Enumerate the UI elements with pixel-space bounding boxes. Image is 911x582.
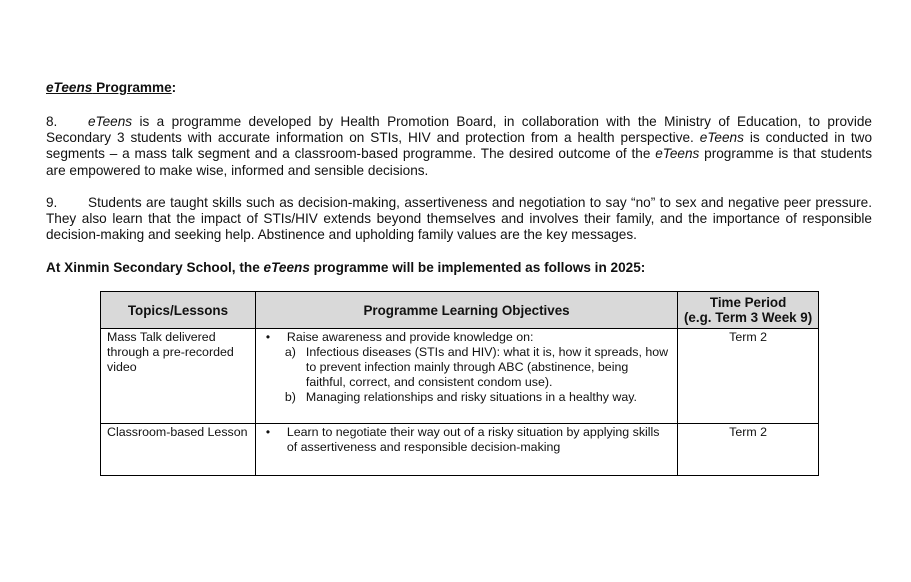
heading-colon: : bbox=[171, 80, 177, 95]
header-time bbox=[678, 292, 819, 329]
paragraph-text: is a programme developed by Health Promotion Board, in collaboration with the Ministry of Education, to provide Secondary 3 students with accurate information on STIs, HIV and protection from a health perspective. bbox=[46, 114, 872, 146]
section-heading bbox=[46, 80, 176, 95]
eteens-term: eTeens bbox=[263, 260, 310, 275]
paragraph-number: 8. bbox=[46, 114, 58, 129]
time-cell: Term 2 bbox=[678, 329, 819, 424]
heading-italic: eTeens bbox=[46, 80, 93, 95]
intro-post: programme will be implemented as follows in 2025: bbox=[309, 260, 646, 275]
eteens-term: eTeens bbox=[655, 146, 700, 162]
intro-pre: At Xinmin Secondary School, the bbox=[46, 260, 264, 275]
sub-text: Infectious diseases (STIs and HIV): what it is, how it spreads, how to prevent infection mainly through ABC (abstinence, being faithful, correct, and consistent condom use). bbox=[305, 345, 669, 389]
header-time-line2: (e.g. Term 3 Week 9) bbox=[683, 310, 813, 325]
eteens-term: eTeens bbox=[699, 130, 744, 146]
eteens-term: eTeens bbox=[88, 114, 133, 129]
objectives-cell bbox=[255, 424, 677, 476]
objective-sub-item bbox=[264, 390, 669, 405]
time-cell: Term 2 bbox=[678, 424, 819, 476]
paragraph-number: 9. bbox=[46, 195, 58, 210]
paragraph-8 bbox=[46, 114, 872, 179]
objective-bullet bbox=[264, 330, 669, 345]
paragraph-text: is conducted in two segments – a mass talk segment and a classroom-based programme. The desired outcome of the bbox=[46, 130, 872, 162]
table-header-row bbox=[101, 292, 819, 329]
bullet-text: Raise awareness and provide knowledge on: bbox=[286, 330, 534, 344]
bullet-text: Learn to negotiate their way out of a risky situation by applying skills of assertiveness and responsible decision-making bbox=[286, 425, 660, 454]
programme-table bbox=[100, 291, 819, 476]
paragraph-text: programme is that students are empowered to make wise, informed and sensible decisions. bbox=[46, 146, 872, 178]
topic-cell: Classroom-based Lesson bbox=[101, 424, 256, 476]
objective-bullet bbox=[264, 425, 669, 455]
heading-rest: Programme bbox=[92, 80, 172, 95]
bullet-icon: • bbox=[265, 330, 271, 344]
objective-sub-item bbox=[264, 345, 669, 390]
sub-letter: a) bbox=[284, 345, 296, 359]
bullet-icon: • bbox=[265, 425, 271, 439]
table-row bbox=[101, 424, 819, 476]
table-intro bbox=[46, 260, 645, 275]
sub-letter: b) bbox=[284, 390, 296, 404]
paragraph-text: Students are taught skills such as decision-making, assertiveness and negotiation to say “no” to sex and negative peer pressure. They also learn that the impact of STIs/HIV extends beyond themselves and involves their family, and the importance of responsible decision-making and seeking help. Abstinence and upholding family values are the key messages. bbox=[46, 195, 872, 243]
header-time-line1: Time Period bbox=[709, 295, 787, 310]
paragraph-9 bbox=[46, 195, 872, 244]
header-topics: Topics/Lessons bbox=[101, 292, 256, 329]
header-objectives: Programme Learning Objectives bbox=[255, 292, 677, 329]
table-row bbox=[101, 329, 819, 424]
topic-cell: Mass Talk delivered through a pre-recorded video bbox=[101, 329, 256, 424]
sub-text: Managing relationships and risky situations in a healthy way. bbox=[305, 390, 637, 404]
objectives-cell bbox=[255, 329, 677, 424]
